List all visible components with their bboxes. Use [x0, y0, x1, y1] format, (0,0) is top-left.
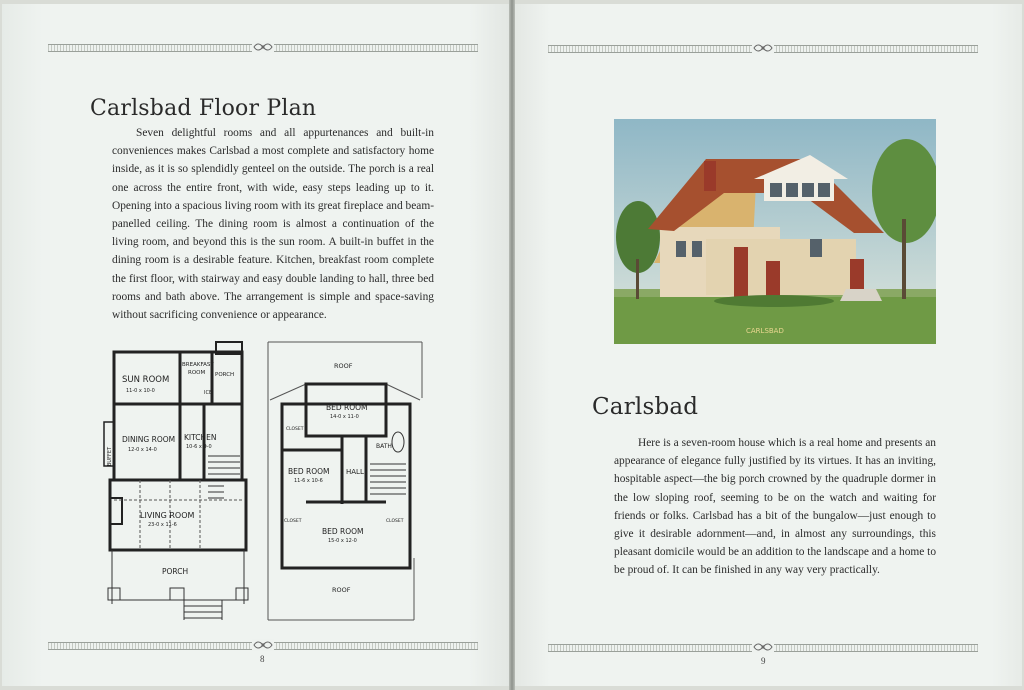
ornament-icon: [752, 42, 774, 54]
room-size: 15-0 x 12-0: [328, 538, 357, 544]
floor-plan-description: Seven delightful rooms and all appurtenances and built-in conveniences makes Carlsbad a most complete and satisfactory home inside, as it is so splendidly genteel on the outside. The porch is a real one across the entire front, with wide, easy steps leading up to it. Opening into a spacious living room with its great fireplace and beam-panelled ceiling. The dining room is almost a continuation of the living room, and beyond this is the sun room. A built-in buffet in the dining room is a desirable feature. Kitchen, breakfast room complete the first floor, with stairway and easy double landing to hall, three bed rooms and bath above. The arrangement is simple and space-saving without sacrificing convenience or appearance.: [112, 127, 434, 322]
room-size: 23-0 x 11-6: [148, 522, 177, 528]
first-floor-plan: [100, 338, 260, 628]
room-size: 11-0 x 10-0: [126, 388, 155, 394]
room-size: 14-0 x 11-0: [330, 414, 359, 420]
house-illustration: [614, 119, 936, 344]
room-label: BED ROOM: [326, 403, 368, 412]
room-label: KITCHEN: [184, 433, 217, 442]
room-label: ICE: [204, 390, 213, 396]
room-label: BED ROOM: [288, 467, 330, 476]
room-size: 11-6 x 10-6: [294, 478, 323, 484]
room-label: ROOF: [334, 362, 353, 370]
room-label: SUN ROOM: [122, 375, 170, 385]
photo-caption: CARLSBAD: [746, 327, 784, 335]
ornament-icon: [752, 641, 774, 653]
room-label: CLOSET: [284, 519, 302, 524]
room-label: LIVING ROOM: [140, 511, 195, 520]
ornament-icon: [252, 639, 274, 651]
room-label: ROOM: [188, 370, 206, 376]
house-title: Carlsbad: [592, 394, 699, 420]
page-number-left: 8: [260, 654, 265, 664]
room-label: CLOSET: [386, 519, 404, 524]
floor-plan-title: Carlsbad Floor Plan: [90, 96, 317, 121]
room-size: 12-0 x 14-0: [128, 447, 157, 453]
right-page: [514, 4, 1022, 686]
room-label: PORCH: [162, 567, 189, 576]
room-label: DINING ROOM: [122, 435, 176, 444]
ornament-icon: [252, 41, 274, 53]
room-label: BATH: [376, 443, 392, 450]
book-gutter: [509, 0, 515, 690]
house-description: Here is a seven-room house which is a real home and presents an appearance of elegance fully justified by its virtues. It has an inviting, hospitable aspect—the big porch crowned by the quadruple dormer in the low sloping roof, seeming to be on the watch and waiting for friends or folks. Carlsbad has a bit of the bungalow—just enough to give it desirable adornment—and, in almost any surroundings, this pleasant domicile would be an addition to the landscape and a home to be proud of. It can be finished in any way very practically.: [614, 437, 937, 577]
room-label: BED ROOM: [322, 527, 364, 536]
room-label: PORCH: [215, 372, 235, 378]
room-label: HALL: [346, 468, 364, 476]
room-label: CLOSET: [286, 427, 304, 432]
page-number-right: 9: [761, 656, 766, 666]
room-label: ROOF: [332, 586, 351, 594]
room-label: BREAKFAST: [182, 362, 214, 368]
room-size: 10-6 x 9-0: [186, 444, 212, 450]
room-label: BUFFET: [107, 446, 113, 466]
second-floor-plan: [266, 338, 426, 628]
